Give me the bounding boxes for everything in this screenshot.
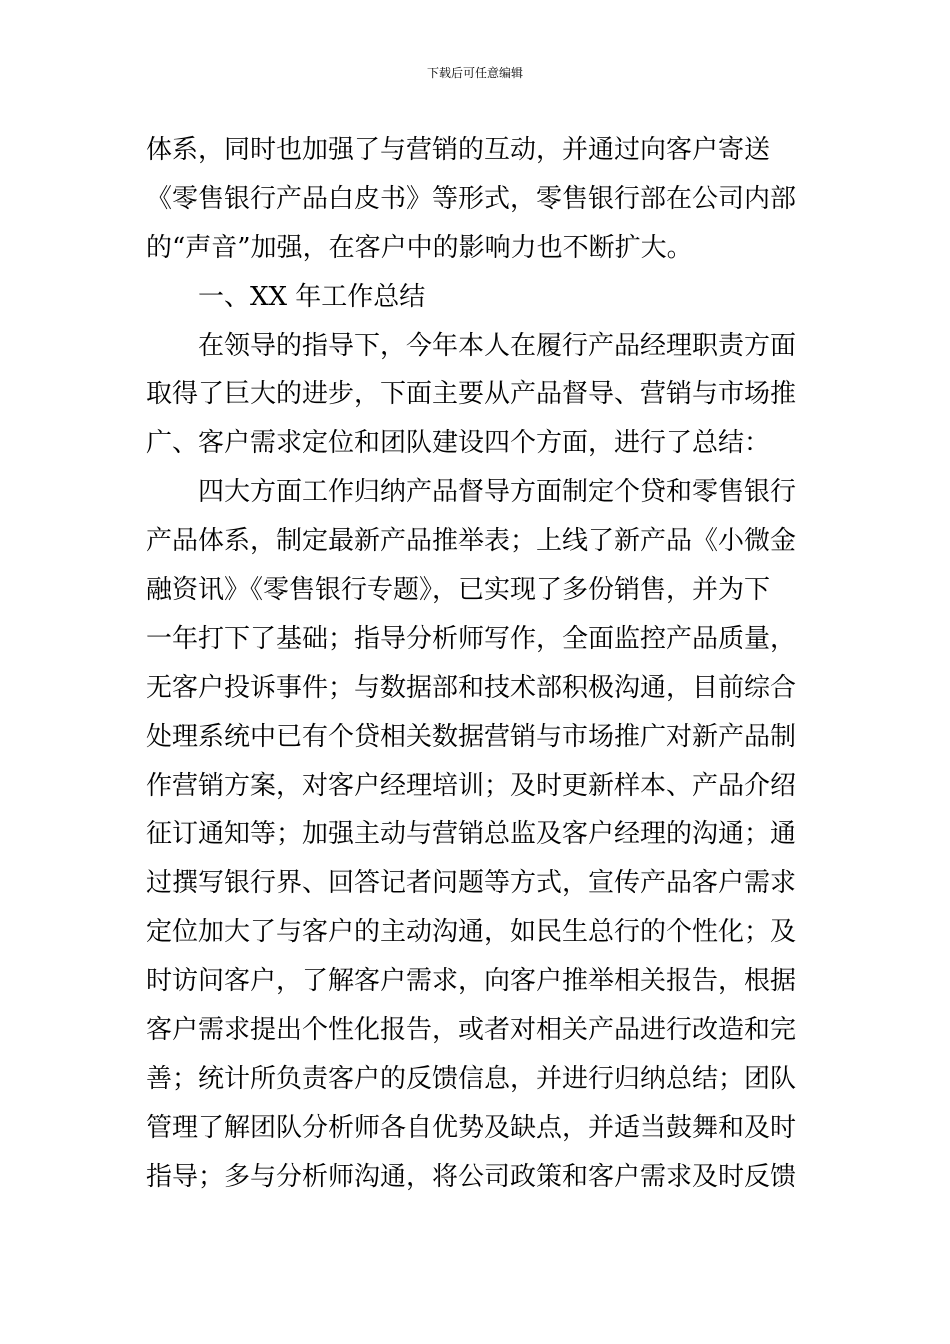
text-line: 定位加大了与客户的主动沟通，如民生总行的个性化；及: [146, 917, 797, 948]
page-header: 下载后可任意编辑: [426, 66, 523, 80]
body-text: [146, 126, 806, 1202]
text-line: 体系，同时也加强了与营销的互动，并通过向客户寄送: [146, 135, 771, 165]
text-line: 的“声音”加强，在客户中的影响力也不断扩大。: [146, 232, 693, 263]
text-line: 客户需求提出个性化报告，或者对相关产品进行改造和完: [146, 1015, 797, 1046]
text-line: 在领导的指导下，今年本人在履行产品经理职责方面: [198, 330, 797, 361]
text-line: 管理了解团队分析师各自优势及缺点，并适当鼓舞和及时: [146, 1112, 797, 1143]
text-line: 时访问客户，了解客户需求，向客户推举相关报告，根据: [146, 966, 797, 997]
text-line: 指导；多与分析师沟通，将公司政策和客户需求及时反馈: [146, 1161, 797, 1192]
text-line: 善；统计所负责客户的反馈信息，并进行归纳总结；团队: [146, 1063, 797, 1094]
text-line: 作营销方案，对客户经理培训；及时更新样本、产品介绍: [146, 770, 797, 801]
text-line: 过撰写银行界、回答记者问题等方式，宣传产品客户需求: [146, 868, 797, 899]
text-line: 无客户投诉事件；与数据部和技术部积极沟通，目前综合: [146, 672, 797, 703]
text-line: 融资讯》《零售银行专题》，已实现了多份销售，并为下: [146, 575, 771, 606]
text-line: 取得了巨大的进步，下面主要从产品督导、营销与市场推: [146, 379, 797, 410]
section-heading: 一、XX 年工作总结: [198, 281, 426, 312]
text-line: 一年打下了基础；指导分析师写作，全面监控产品质量，: [146, 623, 797, 654]
text-line: 广、客户需求定位和团队建设四个方面，进行了总结：: [146, 428, 771, 459]
text-line: 处理系统中已有个贷相关数据营销与市场推广对新产品制: [146, 721, 797, 752]
text-line: 征订通知等；加强主动与营销总监及客户经理的沟通；通: [146, 819, 797, 850]
text-line: 产品体系，制定最新产品推举表；上线了新产品《小微金: [146, 526, 797, 557]
text-line: 《零售银行产品白皮书》等形式，零售银行部在公司内部: [146, 183, 797, 214]
text-line: 四大方面工作归纳产品督导方面制定个贷和零售银行: [198, 477, 797, 508]
